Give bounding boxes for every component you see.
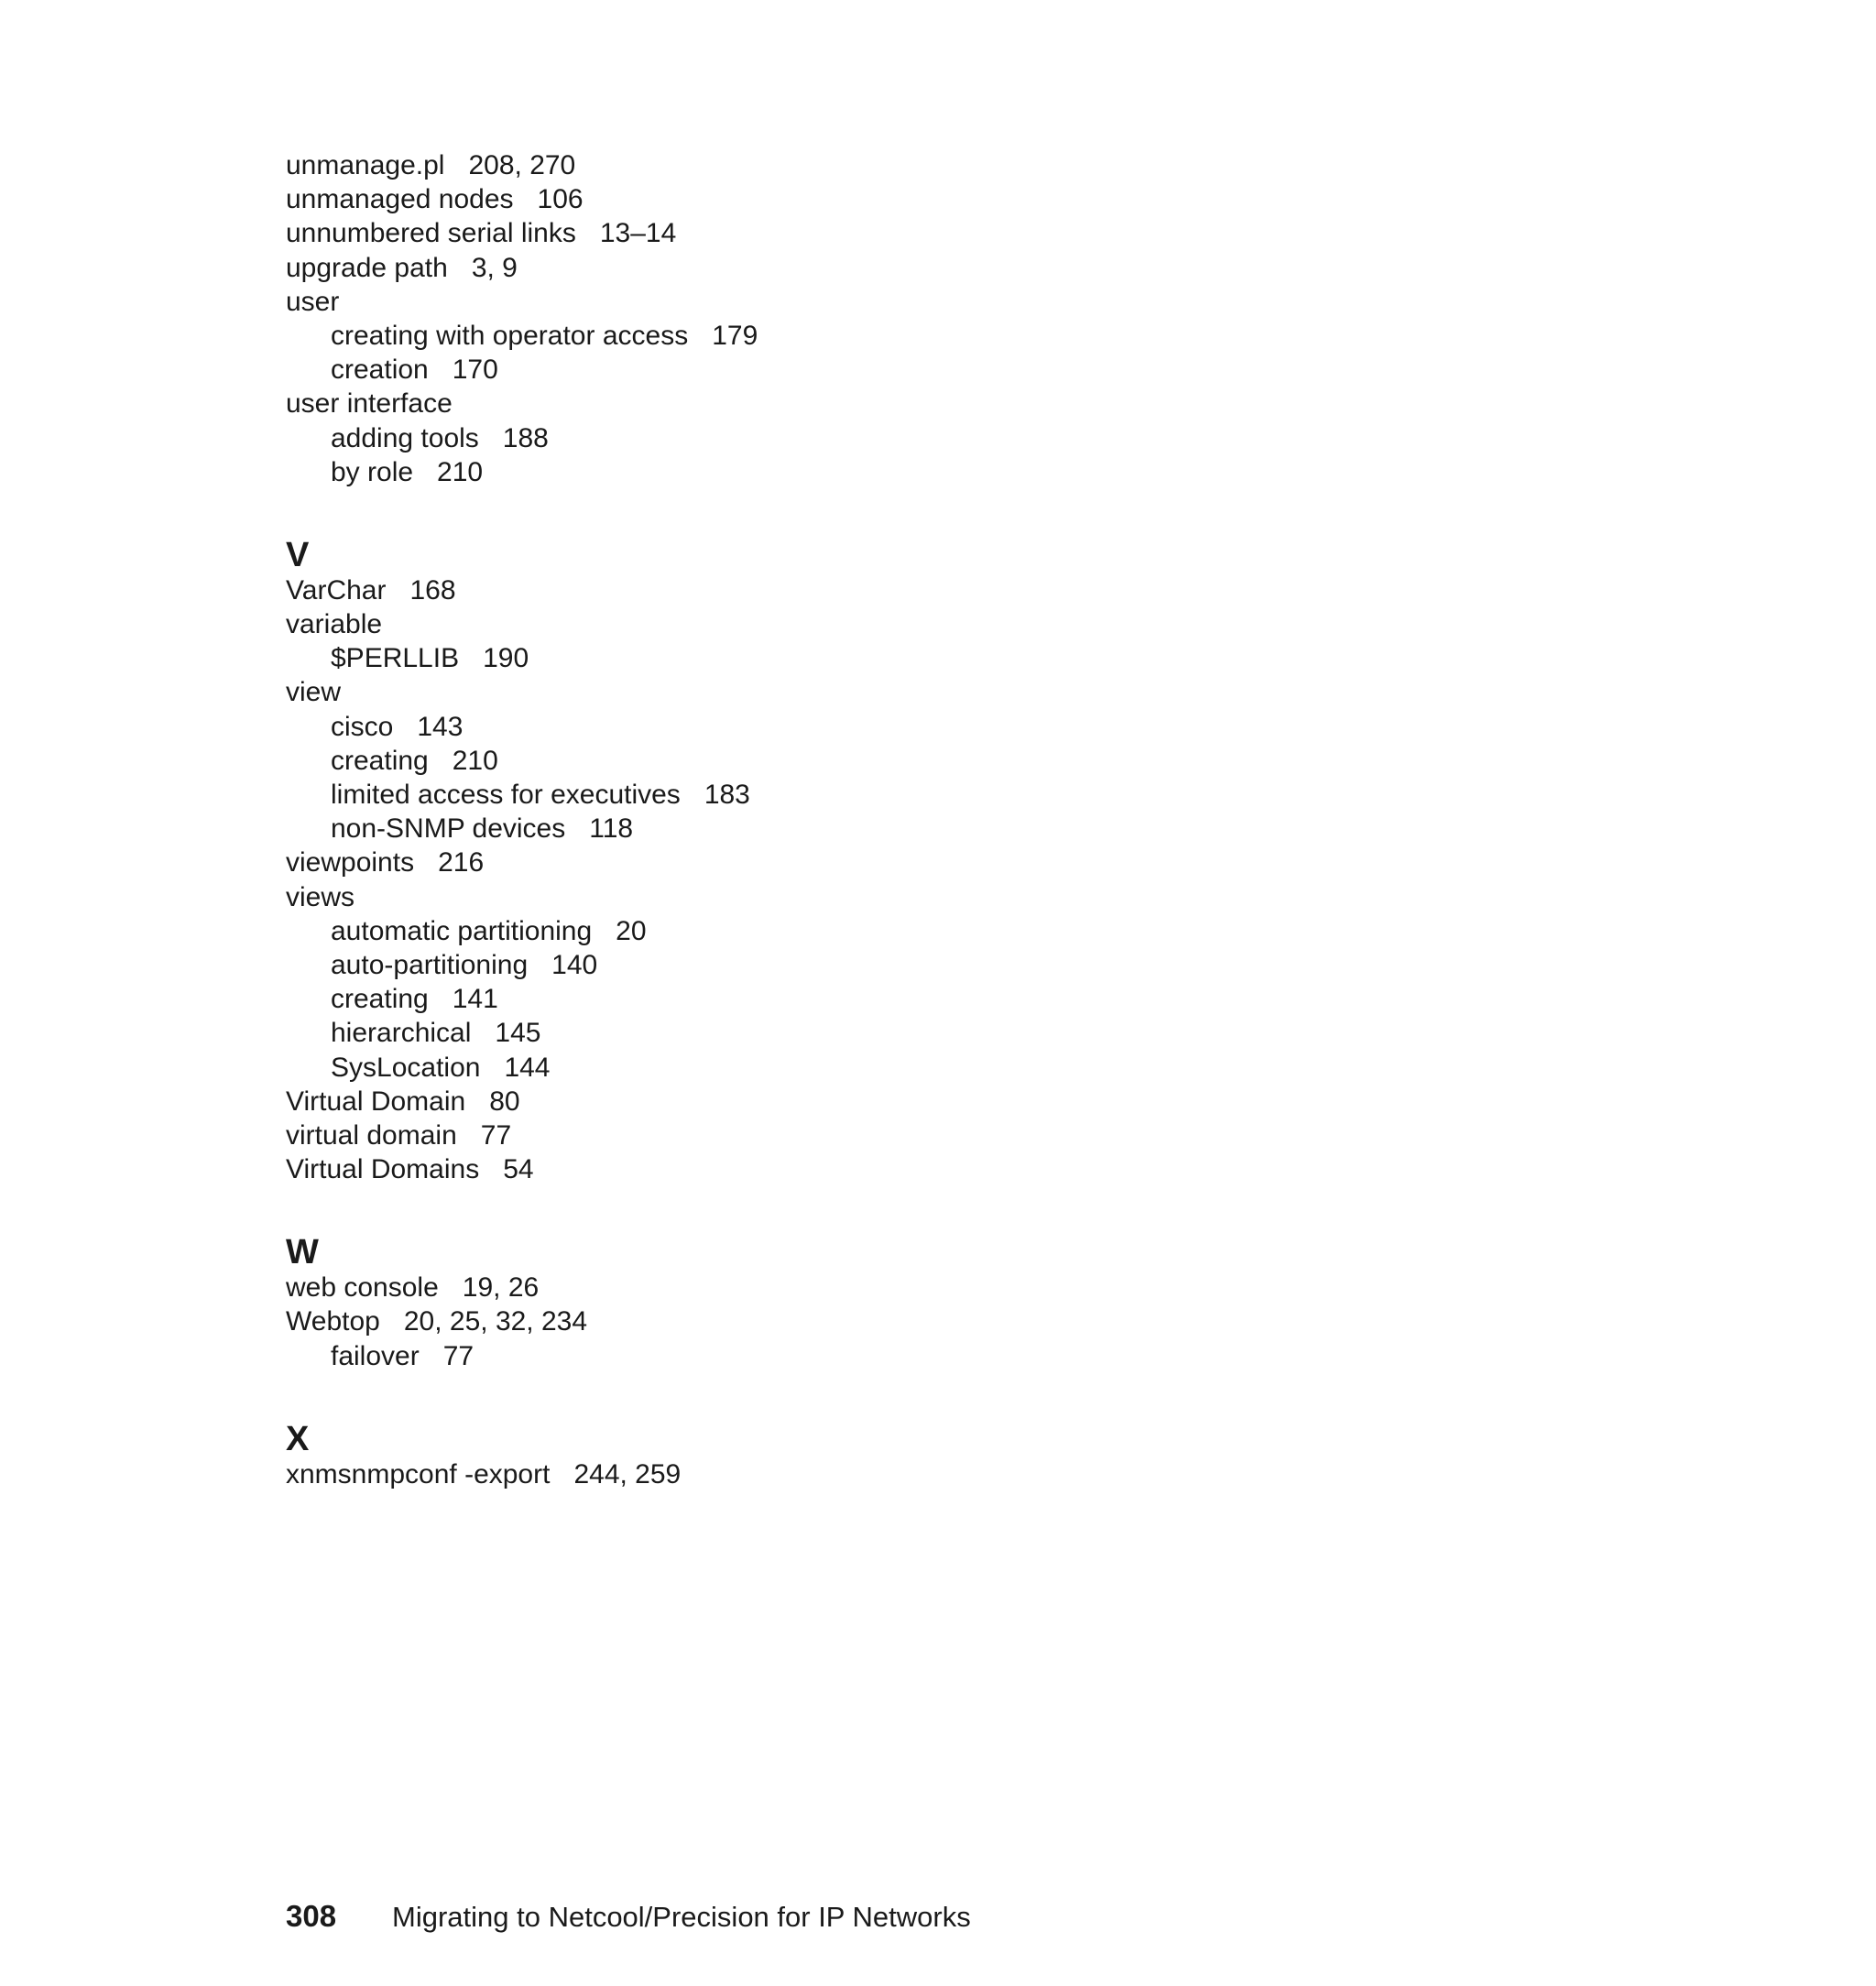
entry-term: unmanage.pl — [286, 150, 445, 180]
index-subentry — [286, 641, 1660, 675]
index-page — [286, 148, 1660, 1491]
entry-pages: 20, 25, 32, 234 — [403, 1306, 588, 1337]
entry-term: cisco — [331, 711, 394, 742]
entry-term: view — [286, 677, 342, 708]
index-entry — [286, 182, 1660, 216]
index-subentry — [286, 778, 1660, 812]
entry-term: by role — [331, 456, 414, 487]
entry-pages: 190 — [483, 643, 529, 674]
page-footer — [286, 1898, 971, 1936]
entry-pages: 13–14 — [599, 218, 677, 249]
section-letter: X — [286, 1419, 310, 1458]
entry-term: creating with operator access — [331, 320, 689, 351]
index-entry — [286, 880, 1660, 914]
index-section-u — [286, 148, 1660, 489]
index-entry — [286, 573, 1660, 607]
index-entry — [286, 675, 1660, 709]
entry-term: user — [286, 286, 340, 317]
entry-term: hierarchical — [331, 1018, 472, 1049]
entry-term: Virtual Domains — [286, 1154, 480, 1185]
index-subentry — [286, 455, 1660, 489]
index-entry — [286, 1085, 1660, 1118]
entry-pages: 210 — [437, 456, 484, 487]
entry-term: creation — [331, 355, 429, 386]
entry-term: failover — [331, 1340, 420, 1371]
book-title: Migrating to Netcool/Precision for IP Networks — [392, 1901, 971, 1933]
entry-term: upgrade path — [286, 252, 448, 283]
entry-pages: 170 — [452, 355, 498, 386]
index-entry — [286, 148, 1660, 182]
entry-term: adding tools — [331, 422, 479, 453]
entry-term: variable — [286, 609, 383, 640]
index-subentry — [286, 982, 1660, 1016]
entry-term: limited access for executives — [331, 780, 681, 810]
entry-term: views — [286, 881, 355, 912]
entry-term: unnumbered serial links — [286, 218, 576, 249]
entry-pages: 118 — [589, 813, 634, 845]
entry-pages: 216 — [438, 847, 485, 878]
index-entry — [286, 387, 1660, 420]
entry-term: user interface — [286, 388, 453, 420]
entry-pages: 3, 9 — [471, 252, 518, 283]
index-subentry — [286, 1051, 1660, 1085]
index-subentry — [286, 812, 1660, 846]
entry-pages: 143 — [417, 711, 464, 742]
page-number: 308 — [286, 1899, 337, 1933]
entry-pages: 168 — [409, 574, 456, 606]
index-subentry — [286, 353, 1660, 387]
index-entry — [286, 1118, 1660, 1152]
section-letter: W — [286, 1233, 319, 1272]
index-subentry — [286, 914, 1660, 948]
index-subentry — [286, 744, 1660, 778]
index-entry — [286, 1457, 1660, 1491]
entry-term: unmanaged nodes — [286, 184, 514, 215]
section-letter: V — [286, 535, 310, 574]
index-section-x — [286, 1421, 1660, 1491]
entry-term: non-SNMP devices — [331, 813, 566, 845]
entry-term: Virtual Domain — [286, 1086, 466, 1117]
index-entry — [286, 251, 1660, 285]
entry-term: xnmsnmpconf -export — [286, 1458, 551, 1490]
index-subentry — [286, 710, 1660, 744]
index-entry — [286, 285, 1660, 319]
entry-term: VarChar — [286, 574, 387, 606]
entry-pages: 77 — [442, 1340, 474, 1371]
entry-term: $PERLLIB — [331, 643, 460, 674]
entry-pages: 208, 270 — [468, 150, 576, 180]
entry-pages: 144 — [504, 1052, 551, 1083]
entry-pages: 19, 26 — [462, 1272, 540, 1304]
entry-pages: 20 — [616, 915, 647, 946]
entry-term: automatic partitioning — [331, 915, 593, 946]
entry-term: SysLocation — [331, 1052, 481, 1083]
entry-pages: 80 — [489, 1086, 520, 1117]
entry-pages: 183 — [704, 780, 750, 810]
index-entry — [286, 216, 1660, 250]
index-subentry — [286, 319, 1660, 353]
index-entry — [286, 1271, 1660, 1304]
entry-term: Webtop — [286, 1306, 380, 1337]
entry-pages: 77 — [480, 1119, 512, 1151]
index-subentry — [286, 421, 1660, 455]
entry-term: virtual domain — [286, 1119, 457, 1151]
entry-pages: 188 — [502, 422, 549, 453]
entry-term: creating — [331, 745, 429, 776]
entry-pages: 141 — [452, 984, 498, 1015]
entry-term: creating — [331, 984, 429, 1015]
entry-term: viewpoints — [286, 847, 415, 878]
entry-pages: 54 — [503, 1154, 534, 1185]
index-section-w — [286, 1234, 1660, 1373]
entry-pages: 179 — [712, 320, 758, 351]
index-subentry — [286, 1016, 1660, 1050]
index-subentry — [286, 1339, 1660, 1373]
entry-pages: 145 — [495, 1018, 541, 1049]
entry-pages: 210 — [452, 745, 498, 776]
index-section-v — [286, 537, 1660, 1186]
entry-pages: 140 — [551, 949, 598, 980]
index-entry — [286, 1304, 1660, 1338]
entry-term: web console — [286, 1272, 439, 1304]
entry-pages: 244, 259 — [573, 1458, 682, 1490]
index-entry — [286, 607, 1660, 641]
entry-term: auto-partitioning — [331, 949, 529, 980]
index-subentry — [286, 948, 1660, 982]
index-entry — [286, 846, 1660, 879]
entry-pages: 106 — [537, 184, 584, 215]
index-entry — [286, 1152, 1660, 1186]
